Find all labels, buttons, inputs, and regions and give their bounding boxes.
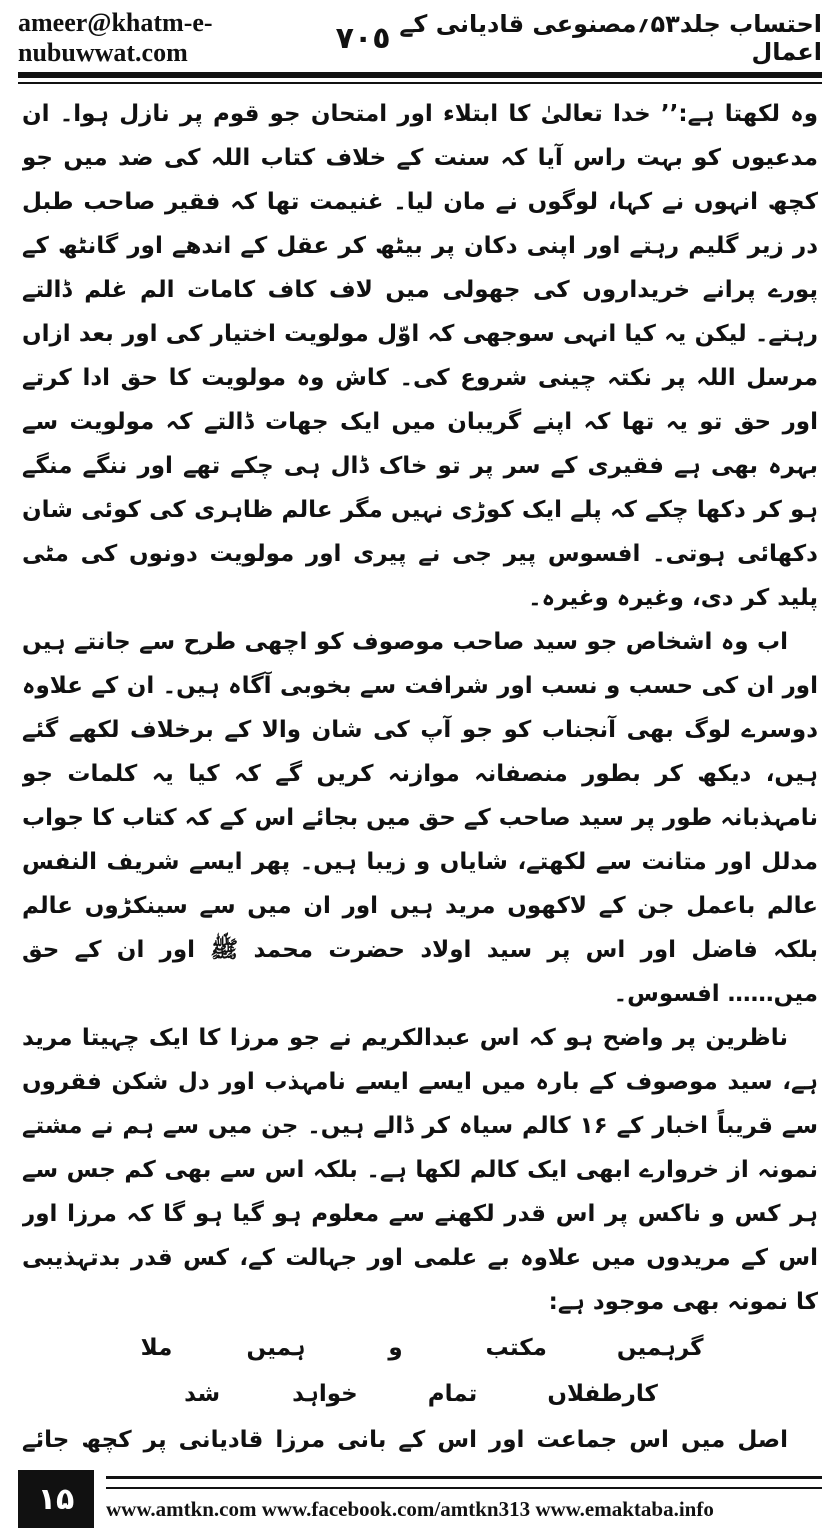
header-rule-thick (18, 72, 822, 78)
header-page-number: ٧٠٥ (335, 20, 391, 56)
verse-word: مکتب (485, 1335, 547, 1361)
verse-word: گرہمیں (616, 1335, 704, 1361)
verse-line-2 (22, 1372, 818, 1416)
footer-urls[interactable]: www.amtkn.com www.facebook.com/amtkn313 www.emaktaba.info (106, 1497, 714, 1521)
footer-sheet-number: ۱۵ (18, 1470, 94, 1528)
footer-right (94, 1470, 822, 1528)
header-email[interactable]: ameer@khatm-e-nubuwwat.com (18, 8, 213, 67)
verse-word: شد (184, 1381, 221, 1407)
page-footer (18, 1470, 822, 1528)
verse-word: تمام (427, 1381, 478, 1407)
header-left (18, 8, 391, 68)
paragraph-4: اصل میں اس جماعت اور اس کے بانی مرزا قادیانی پر کچھ جائے (22, 1427, 788, 1453)
verse-word: کارطفلاں (547, 1381, 658, 1407)
footer-rule (106, 1476, 822, 1489)
paragraph-1: وہ لکھتا ہے:’’ خدا تعالیٰ کا ابتلاء اور امتحان جو قوم پر نازل ہوا۔ ان مدعیوں کو بہت راس آیا کہ سنت کے خلاف کتاب اللہ کی ضد میں جو کچھ انہوں نے کہا، لوگوں نے مان لیا۔ غنیمت تھا کہ فقیر صاحب طبل در زیر گلیم رہتے اور اپنی دکان پر بیٹھ کر عقل کے اندھے اور گانٹھ کے پورے پرانے خریداروں کی جھولی میں لاف کاف کامات الم غلم ڈالتے رہتے۔ لیکن یہ کیا انہی سوجھی کہ اوّل مولویت اختیار کی اور بعد ازاں مرسل اللہ پر نکتہ چینی شروع کی۔ کاش وہ مولویت کا حق ادا کرتے اور حق تو یہ تھا کہ اپنے گریبان میں ایک جھات ڈالتے کہ مولویت سے بہرہ بھی ہے فقیری کے سر پر تو خاک ڈال ہی چکے تھے اور ننگے منگے ہو کر دکھا چکے کہ پلے ایک کوڑی نہیں مگر عالم ظاہری کی کوئی شان دکھائی ہوتی۔ افسوس پیر جی نے پیری اور مولویت دونوں کی مٹی پلید کر دی، وغیرہ وغیرہ۔ (22, 101, 818, 611)
verse-word: ملا (140, 1335, 173, 1361)
page-header (18, 8, 822, 68)
verse-word: و (388, 1335, 403, 1361)
header-rule-thin (18, 82, 822, 84)
body-text (22, 92, 818, 1460)
header-title: احتساب جلد۵۳؍مصنوعی قادیانی کے اعمال (399, 10, 822, 66)
paragraph-3: ناظرین پر واضح ہو کہ اس عبدالکریم نے جو مرزا کا ایک چہیتا مرید ہے، سید موصوف کے بارہ میں ایسے ایسے نامہذب اور دل شکن فقروں سے قریباً اخبار کے ۱۶ کالم سیاہ کر ڈالے ہیں۔ جن میں سے ہم نے مشتے نمونہ از خروارے ابھی ایک کالم لکھا ہے۔ بلکہ اس سے بھی کم جس سے ہر کس و ناکس پر اس قدر لکھنے سے معلوم ہو گیا ہو گا کہ مرزا اور اس کے مریدوں میں علاوہ بے علمی اور جہالت کے، کس قدر بدتہذیبی کا نمونہ بھی موجود ہے: (22, 1025, 818, 1315)
verse-word: ہمیں (246, 1335, 306, 1361)
paragraph-2: اب وہ اشخاص جو سید صاحب موصوف کو اچھی طرح سے جانتے ہیں اور ان کی حسب و نسب اور شرافت سے بخوبی آگاہ ہیں۔ ان کے علاوہ دوسرے لوگ بھی آنجناب کو جو آپ کی شان والا کے برخلاف لکھے گئے ہیں، دیکھ کر بطور منصفانہ موازنہ کریں گے کہ کیا یہ کلمات جو نامہذبانہ طور پر سید صاحب کے حق میں بجائے اس کے کہ کتاب کا جواب مدلل اور متانت سے لکھتے، شایاں و زیبا ہیں۔ پھر ایسے شریف النفس عالم باعمل جن کے لاکھوں مرید ہیں اور ان میں سے سینکڑوں عالم بلکہ فاضل اور اس پر سید اولاد حضرت محمد ﷺ اور ان کے حق میں…… افسوس۔ (22, 629, 818, 1007)
verse-line-1 (22, 1326, 818, 1370)
verse-word: خواہد (292, 1381, 358, 1407)
